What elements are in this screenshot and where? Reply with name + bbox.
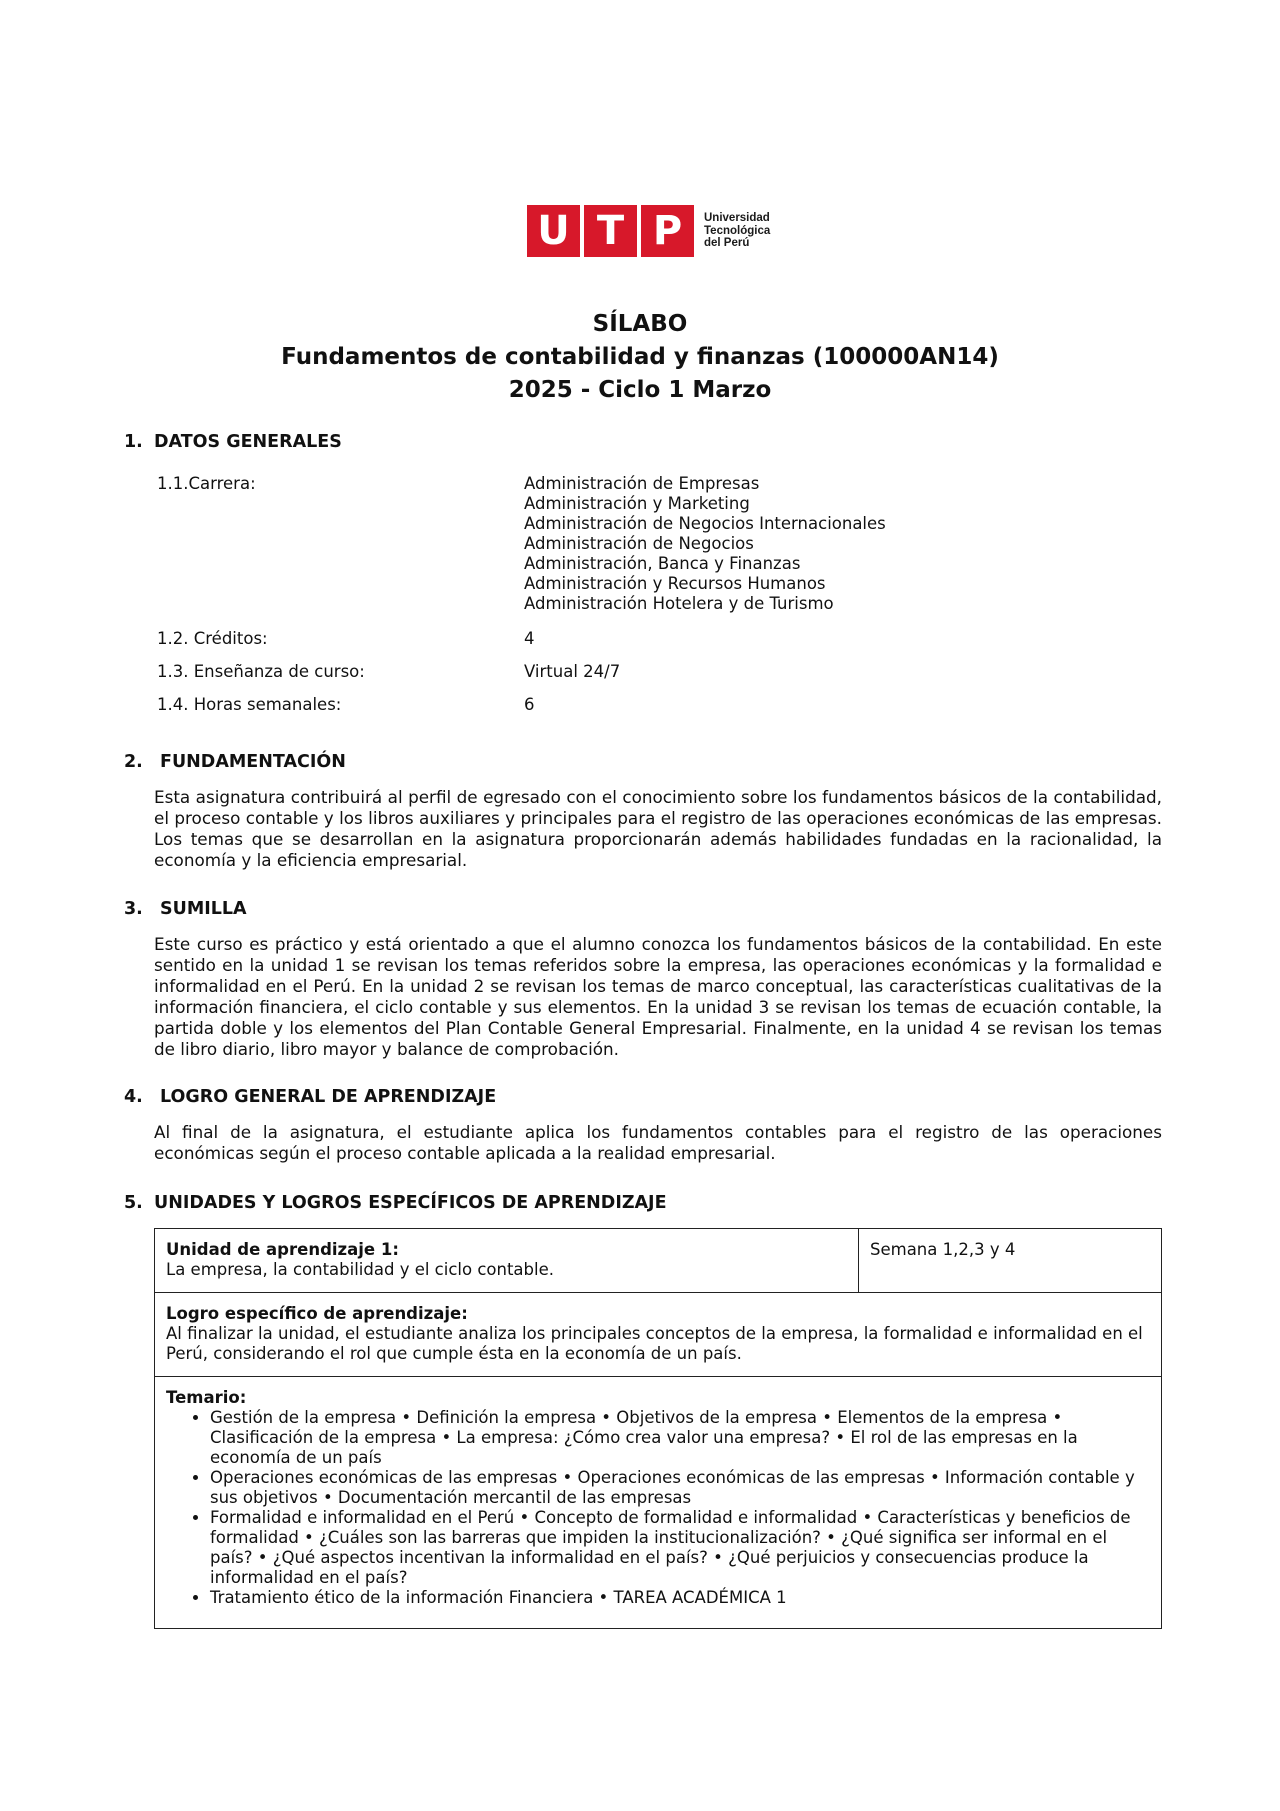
unit-description: La empresa, la contabilidad y el ciclo contable. xyxy=(166,1260,554,1279)
horas-label: 1.4. Horas semanales: xyxy=(157,695,342,714)
utp-logo xyxy=(527,205,770,257)
temario-item: • Gestión de la empresa • Definición la empresa • Objetivos de la empresa • Elementos de la empresa • Clasificación de la empresa • La empresa: ¿Cómo crea valor una empresa? • El rol de las empresas en la economía de un país xyxy=(210,1408,1150,1468)
temario-item: • Formalidad e informalidad en el Perú • Concepto de formalidad e informalidad • Características y beneficios de formalidad • ¿Cuáles son las barreras que impiden la institucionalización? • ¿Qué significa ser informal en el país? • ¿Qué aspectos incentivan la informalidad en el país? • ¿Qué perjuicios y consecuencias produce la informalidad en el país? xyxy=(210,1508,1150,1588)
section-heading-logro-general: 4. LOGRO GENERAL DE APRENDIZAJE xyxy=(124,1087,497,1107)
logo-letter-p: P xyxy=(645,205,690,257)
carrera-item: Administración de Negocios Internacionales xyxy=(524,514,886,533)
carrera-item: Administración Hotelera y de Turismo xyxy=(524,594,834,613)
unit-weeks-cell xyxy=(870,1240,1150,1260)
ensenanza-value: Virtual 24/7 xyxy=(524,662,621,681)
temario-title: Temario: xyxy=(166,1388,247,1407)
unit-1-table xyxy=(154,1228,1162,1629)
section-heading-datos-generales: 1. DATOS GENERALES xyxy=(124,432,342,452)
temario-item: • Tratamiento ético de la información Financiera • TAREA ACADÉMICA 1 xyxy=(210,1588,1150,1608)
section-heading-fundamentacion: 2. FUNDAMENTACIÓN xyxy=(124,752,346,772)
temario-list xyxy=(166,1408,1150,1608)
unit-title-cell xyxy=(155,1229,859,1292)
logo-mark xyxy=(527,205,694,257)
carrera-item: Administración de Negocios xyxy=(524,534,754,553)
logo-wordmark: Universidad Tecnológica del Perú xyxy=(704,212,771,250)
ensenanza-label: 1.3. Enseñanza de curso: xyxy=(157,662,365,681)
logro-especifico-text: Al finalizar la unidad, el estudiante analiza los principales conceptos de la empresa, la formalidad e informalidad en el Perú, considerando el rol que cumple ésta en la economía de un país. xyxy=(166,1324,1143,1363)
document-title: SÍLABO xyxy=(592,311,688,337)
horas-value: 6 xyxy=(524,695,535,714)
logo-letter-t: T xyxy=(588,205,633,257)
carrera-label: 1.1.Carrera: xyxy=(157,474,256,493)
carrera-item: Administración de Empresas xyxy=(524,474,760,493)
carrera-item: Administración, Banca y Finanzas xyxy=(524,554,801,573)
temario-item: • Operaciones económicas de las empresas • Operaciones económicas de las empresas • Información contable y sus objetivos • Documentación mercantil de las empresas xyxy=(210,1468,1150,1508)
unit-logro-row xyxy=(155,1293,1161,1377)
unit-weeks: Semana 1,2,3 y 4 xyxy=(870,1240,1016,1259)
carrera-item: Administración y Marketing xyxy=(524,494,750,513)
logro-general-text: Al final de la asignatura, el estudiante aplica los fundamentos contables para el registro de las operaciones económicas según el proceso contable aplicada a la realidad empresarial. xyxy=(154,1122,1162,1163)
fundamentacion-text: Esta asignatura contribuirá al perfil de egresado con el conocimiento sobre los fundamentos básicos de la contabilidad, el proceso contable y los libros auxiliares y principales para el registro de las operaciones económicas de las empresas. Los temas que se desarrollan en la asignatura proporcionarán además habilidades fundadas en la racionalidad, la economía y la eficiencia empresarial. xyxy=(154,787,1162,870)
unit-header-row xyxy=(155,1229,1161,1293)
section-heading-sumilla: 3. SUMILLA xyxy=(124,899,247,919)
creditos-value: 4 xyxy=(524,629,535,648)
document-titles xyxy=(0,308,1280,407)
logo-letter-u: U xyxy=(531,205,576,257)
carrera-list xyxy=(524,474,886,614)
course-title: Fundamentos de contabilidad y finanzas (100000AN14) xyxy=(281,344,999,370)
logro-especifico-title: Logro específico de aprendizaje: xyxy=(166,1304,468,1323)
section-heading-unidades: 5. UNIDADES Y LOGROS ESPECÍFICOS DE APRENDIZAJE xyxy=(124,1193,667,1213)
unit-title: Unidad de aprendizaje 1: xyxy=(166,1240,399,1259)
creditos-label: 1.2. Créditos: xyxy=(157,629,268,648)
unit-temario-row xyxy=(155,1377,1161,1627)
period-title: 2025 - Ciclo 1 Marzo xyxy=(508,377,772,403)
sumilla-text: Este curso es práctico y está orientado a que el alumno conozca los fundamentos básicos de la contabilidad. En este sentido en la unidad 1 se revisan los temas referidos sobre la empresa, las operaciones económicas y la formalidad e informalidad en el Perú. En la unidad 2 se revisan los temas de marco conceptual, las características cualitativas de la información financiera, el ciclo contable y sus elementos. En la unidad 3 se revisan los temas de ecuación contable, la partida doble y los elementos del Plan Contable General Empresarial. Finalmente, en la unidad 4 se revisan los temas de libro diario, libro mayor y balance de comprobación. xyxy=(154,934,1162,1059)
carrera-item: Administración y Recursos Humanos xyxy=(524,574,826,593)
